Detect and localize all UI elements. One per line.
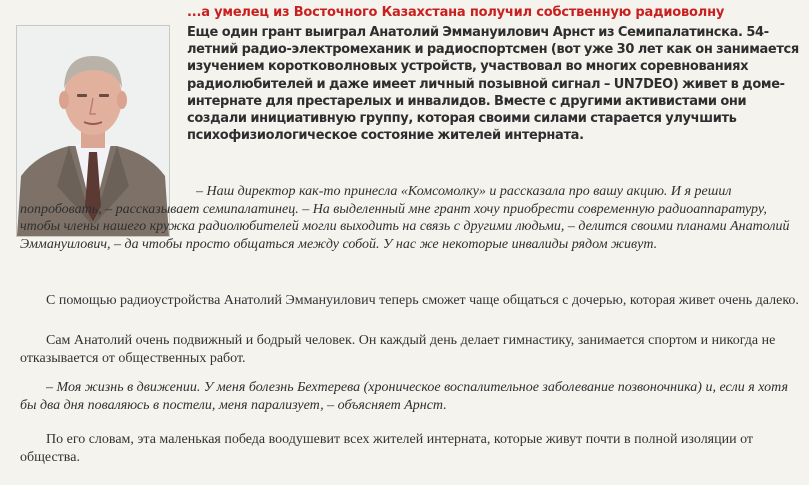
quote-life-in-motion: – Моя жизнь в движении. У меня болезнь Бехтерева (хроническое воспалительное заболевание позвоночника) и, если я хотя бы два дня поваляюсь в постели, меня парализует, – объясняет Арнст. (20, 380, 788, 413)
paragraph-conclusion: По его словам, эта маленькая победа воодушевит всех жителей интерната, которые живут почти в полной изоляции от общества. (20, 432, 754, 465)
article-lead: Еще один грант выиграл Анатолий Эммануилович Арнст из Семипалатинска. 54-летний радио-электромеханик и радиоспортсмен (вот уже 30 лет как он занимается изучением коротковолновых устройств, участвовал во многих соревнованиях радиолюбителей и даже имеет личный позывной сигнал – UN7DEO) живет в доме-интернате для престарелых и инвалидов. Вместе с другими активистами они создали инициативную группу, которая своими силами старается улучшить психофизиологическое состояние жителей интерната. (187, 25, 799, 144)
paragraph-daughter: С помощью радиоустройства Анатолий Эммануилович теперь сможет чаще общаться с дочерью, которая живет очень далеко. (46, 293, 799, 308)
quote-director: – Наш директор как-то принесла «Комсомолку» и рассказала про вашу акцию. И я решил попробовать, – рассказывает семипалатинец. – На выделенный мне грант хочу приобрести современную радиоаппаратуру, чтобы члены нашего кружка радиолюбителей могли выходить на связь с другими людьми, – делится своими планами Анатолий Эммануилович, – да чтобы просто общаться между собой. У нас же некоторые инвалиды рядом живут. (20, 184, 790, 252)
article-headline: ...а умелец из Восточного Казахстана получил собственную радиоволну (187, 5, 725, 20)
paragraph-active-person: Сам Анатолий очень подвижный и бодрый человек. Он каждый день делает гимнастику, занимается спортом и никогда не отказывается от общественных работ. (20, 333, 776, 366)
